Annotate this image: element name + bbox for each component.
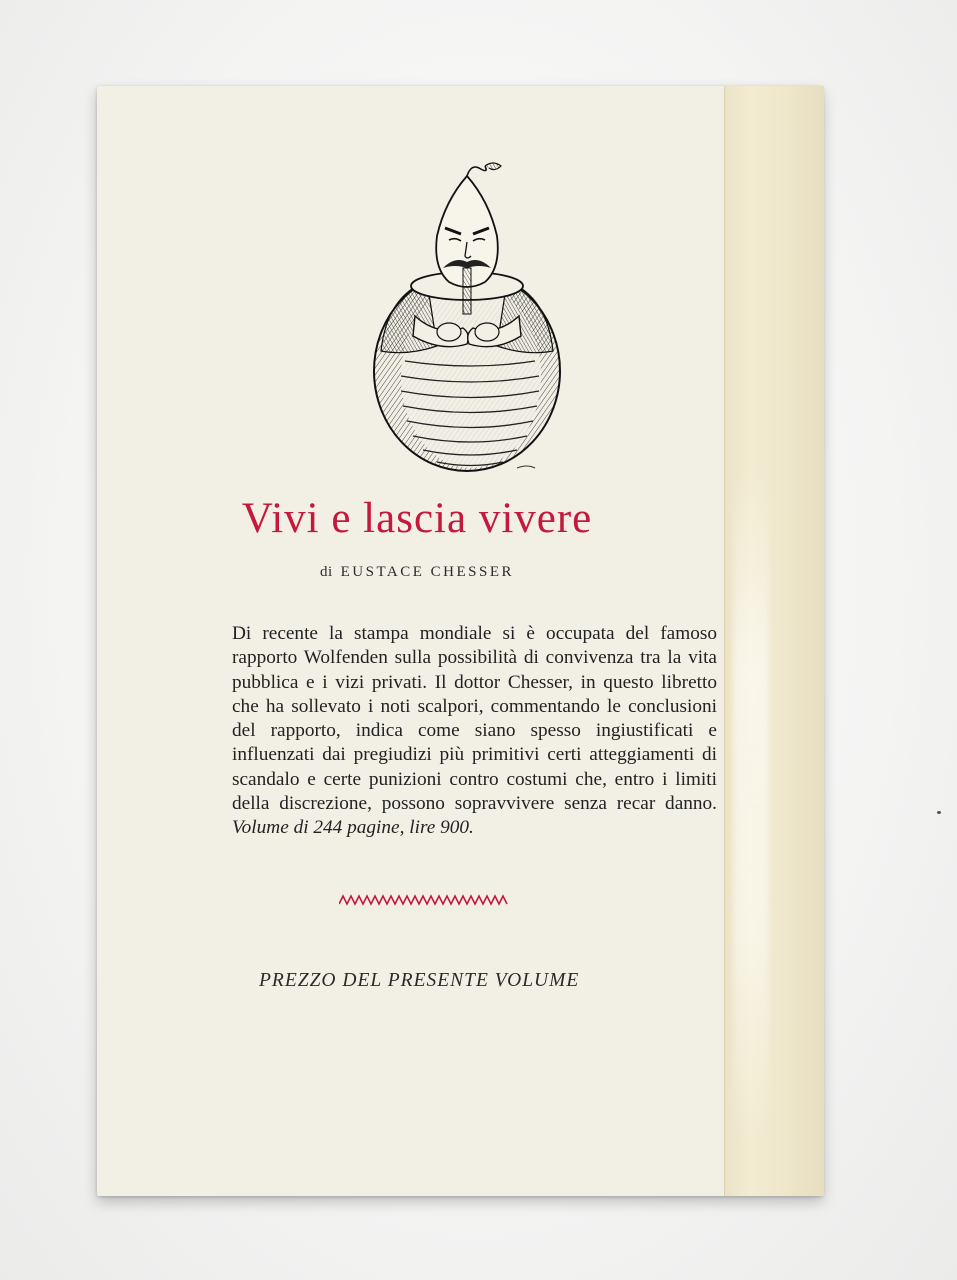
author-line [97,564,737,581]
spine-glare [733,466,769,1146]
author-name: EUSTACE CHESSER [340,564,515,580]
volume-note: Volume di 244 pagine, lire 900. [232,817,474,839]
price-label: PREZZO DEL PRESENTE VOLUME [259,970,580,991]
author-prefix: di [319,564,333,580]
decorative-ornament [339,893,509,907]
price-fade [597,956,722,1016]
book-spine [724,86,824,1196]
engraving-illustration [367,156,567,486]
book-title: Vivi e lascia vivere [241,495,593,542]
blurb-text: Di recente la stampa mondiale si è occupata del famoso rapporto Wolfenden sulla possibilità di convivenza tra la vita pubblica e i vizi privati. Il dottor Chesser, in questo libretto che ha sollevato i noti scalpori, commentando le conclusioni del rapporto, indica come siano spesso ingiustificati e influenzati dai pregiudizi più primitivi certi atteggiamenti di scandalo e certe punizioni contro costumi che, entro i limiti della discrezione, possono sopravvivere senza recar danno. [232,623,717,815]
blurb [232,622,717,841]
book-back-cover [97,86,823,1196]
dust-speck [937,811,941,814]
